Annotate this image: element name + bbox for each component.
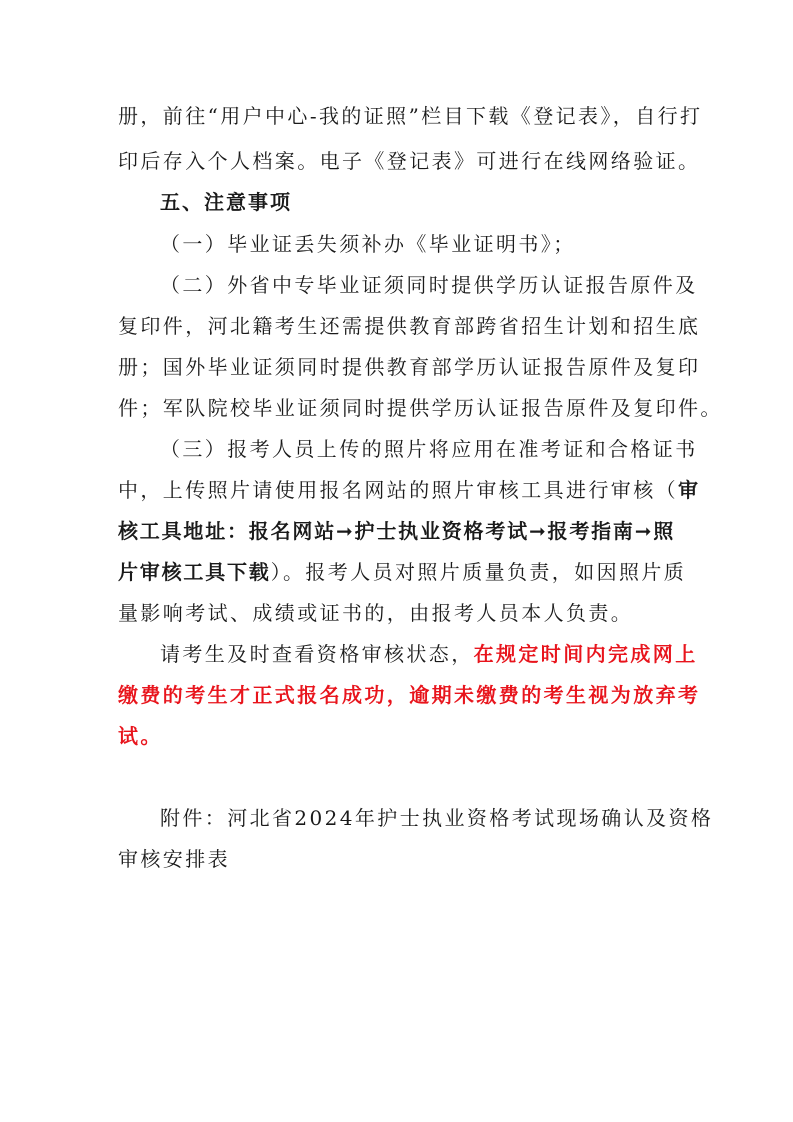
attachment-line-1: 附件：河北省2024年护士执业资格考试现场确认及资格	[160, 806, 714, 830]
notice-line-1	[160, 639, 698, 669]
note-item-3-line-4-text: ）。报考人员对照片质量负责，如因照片质	[270, 560, 687, 584]
note-item-3-line-2-text: 中，上传照片请使用报名网站的照片审核工具进行审核（	[118, 478, 678, 502]
notice-emphasis-line-3: 试。	[118, 724, 163, 748]
notice-emphasis-line-2: 缴费的考生才正式报名成功，逾期未缴费的考生视为放弃考	[118, 683, 701, 707]
note-item-2-line-1: （二）外省中专毕业证须同时提供学历认证报告原件及	[160, 273, 698, 297]
note-item-3-line-4	[118, 557, 686, 587]
note-item-2-line-4: 件；军队院校毕业证须同时提供学历认证报告原件及复印件。	[118, 396, 723, 420]
section-heading: 五、注意事项	[160, 190, 292, 214]
note-item-3-line-5: 量影响考试、成绩或证书的，由报考人员本人负责。	[118, 601, 634, 625]
notice-line-1-text: 请考生及时查看资格审核状态，	[160, 642, 474, 666]
note-item-2-line-3: 册；国外毕业证须同时提供教育部学历认证报告原件及复印	[118, 355, 701, 379]
review-tool-label-start: 审	[678, 478, 700, 502]
attachment-line-2: 审核安排表	[118, 847, 230, 871]
note-item-3-line-1: （三）报考人员上传的照片将应用在准考证和合格证书	[160, 437, 698, 461]
note-item-1: （一）毕业证丢失须补办《毕业证明书》；	[160, 232, 576, 256]
intro-line-1: 册，前往“用户中心-我的证照”栏目下载《登记表》，自行打	[118, 104, 703, 128]
note-item-2-line-2: 复印件，河北籍考生还需提供教育部跨省招生计划和招生底	[118, 314, 701, 338]
note-item-3-line-2	[118, 475, 700, 505]
review-tool-path: 核工具地址：报名网站➞护士执业资格考试➞报考指南➞照	[118, 519, 676, 543]
review-tool-path-end: 片审核工具下载	[118, 560, 271, 584]
intro-line-2: 印后存入个人档案。电子《登记表》可进行在线网络验证。	[118, 149, 701, 173]
notice-emphasis-start: 在规定时间内完成网上	[473, 642, 698, 666]
